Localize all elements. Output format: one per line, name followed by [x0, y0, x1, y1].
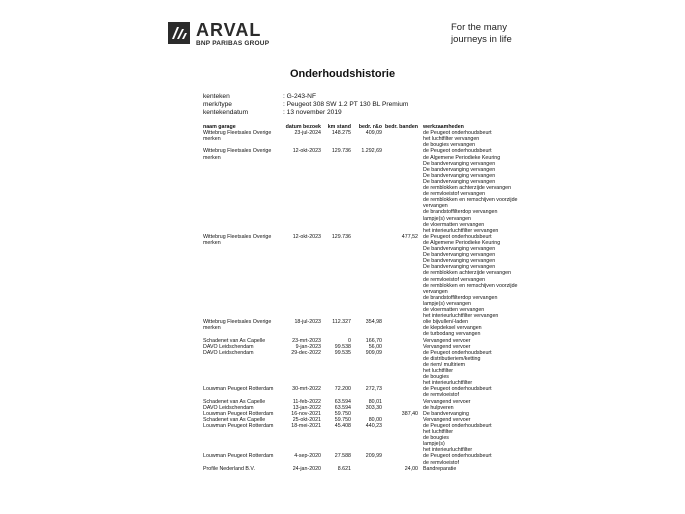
- table-row: [203, 130, 523, 148]
- work-item: De bandvervanging vervangen: [423, 258, 496, 265]
- cell-work: [423, 453, 527, 465]
- cell-date: 9-jan-2023: [295, 343, 321, 350]
- cell-garage: [203, 423, 278, 429]
- cell-date: 11-feb-2022: [292, 398, 321, 405]
- cell-cost-repair: 80,01: [368, 398, 382, 405]
- table-row: [203, 423, 523, 454]
- garage-line: Louwman Peugeot Rotterdam: [203, 410, 274, 417]
- cell-cost-repair: 1.292,69: [361, 148, 382, 155]
- cell-date: 12-okt-2023: [292, 148, 321, 155]
- registration-date-value: : 13 november 2019: [283, 108, 342, 116]
- work-item: de turbodang vervangen: [423, 331, 481, 338]
- cell-km: 112.327: [332, 319, 351, 326]
- garage-line: DAVO Leidschendam: [203, 343, 254, 350]
- work-item: olie bijvullen/-laden: [423, 319, 469, 326]
- cell-cost-repair: 166,70: [365, 337, 382, 344]
- cell-garage: [203, 130, 278, 142]
- garage-line: Wittebrug Fleetsales Overige: [203, 148, 272, 155]
- cell-km: 63.594: [334, 398, 351, 405]
- table-row: [203, 319, 523, 337]
- cell-cost-repair: 909,09: [365, 349, 382, 356]
- header-date: datum bezoek: [285, 124, 321, 130]
- cell-km: 59.750: [334, 410, 351, 417]
- work-item: de remblokken achterzijde vervangen: [423, 185, 512, 192]
- cell-km: 99.538: [334, 343, 351, 350]
- cell-date: 24-jan-2020: [292, 465, 321, 472]
- work-item: Vervangend vervoer: [423, 398, 471, 405]
- work-item: de Peugeot onderhoudsbeurt: [423, 130, 492, 137]
- cell-km: 129.736: [331, 233, 351, 240]
- work-item: de Algemene Periodieke Keuring: [423, 239, 501, 246]
- work-item: de riem/ multiriem: [423, 361, 466, 368]
- work-item: Vervangend vervoer: [423, 416, 471, 423]
- license-plate-label: kenteken: [203, 93, 230, 100]
- header-cost-repair: bedr. r&o: [358, 124, 382, 130]
- arval-logo: [168, 20, 308, 50]
- garage-line: merken: [203, 154, 221, 161]
- work-item: lampje(s) vervangen: [423, 215, 471, 222]
- work-item: de bougies: [423, 374, 449, 381]
- cell-cost-repair: 303,30: [365, 404, 382, 411]
- work-item: het luchtfilter: [423, 368, 454, 375]
- work-item: de Peugeot onderhoudsbeurt: [423, 453, 492, 460]
- cell-cost-repair: 354,98: [365, 319, 382, 326]
- cell-km: 99.535: [334, 349, 351, 356]
- registration-date-label: kentekendatum: [203, 108, 249, 116]
- work-item: De bandvervanging vervangen: [423, 246, 496, 253]
- work-item: De bandvervanging vervangen: [423, 252, 496, 259]
- cell-garage: [203, 453, 278, 459]
- make-model-label: merk/type: [203, 100, 232, 108]
- work-item: de Peugeot onderhoudsbeurt: [423, 386, 492, 393]
- cell-date: 30-mrt-2022: [292, 386, 321, 393]
- work-item: De bandvervanging: [423, 410, 469, 417]
- garage-line: Louwman Peugeot Rotterdam: [203, 422, 274, 429]
- cell-date: 4-sep-2020: [294, 453, 321, 460]
- cell-cost-tyres: 477,52: [401, 233, 418, 240]
- cell-garage: [203, 319, 278, 331]
- header-cost-tyres: bedr. banden: [385, 124, 418, 130]
- cell-cost-tyres: 387,40: [401, 410, 418, 417]
- work-item: de remblokken achterzijde vervangen: [423, 270, 512, 277]
- cell-date: 23-jul-2024: [294, 130, 321, 137]
- garage-line: DAVO Leidschendam: [203, 349, 254, 356]
- cell-date: 25-okt-2021: [292, 416, 321, 423]
- cell-garage: [203, 234, 278, 246]
- work-item: vervangen: [423, 288, 448, 295]
- cell-cost-tyres: 24,00: [404, 465, 418, 472]
- work-item: de remvloeistof: [423, 459, 459, 466]
- work-item: de Algemene Periodieke Keuring: [423, 154, 501, 161]
- cell-work: [423, 319, 527, 337]
- cell-km: 27.588: [334, 453, 351, 460]
- work-item: het interieurluchtfilter vervangen: [423, 227, 499, 234]
- work-item: de Peugeot onderhoudsbeurt: [423, 148, 492, 155]
- license-plate-value: : G-243-NF: [283, 93, 316, 100]
- brand-subtitle: BNP PARIBAS GROUP: [196, 40, 270, 47]
- table-row: [203, 386, 523, 398]
- cell-cost-repair: 56,00: [368, 343, 382, 350]
- table-row: [203, 466, 523, 472]
- garage-line: Wittebrug Fleetsales Overige: [203, 233, 272, 240]
- header-work: werkzaamheden: [423, 124, 464, 130]
- cell-date: 13-jan-2022: [292, 404, 321, 411]
- work-item: lampje(s) vervangen: [423, 300, 471, 307]
- cell-work: [423, 130, 527, 148]
- work-item: vervangen: [423, 203, 448, 210]
- cell-garage: [203, 386, 278, 392]
- table-row: [203, 453, 523, 465]
- garage-line: Louwman Peugeot Rotterdam: [203, 386, 274, 393]
- work-item: de remvloeistof vervangen: [423, 191, 486, 198]
- work-item: Vervangend vervoer: [423, 343, 471, 350]
- maintenance-table: [203, 124, 523, 472]
- cell-km: 45.408: [334, 422, 351, 429]
- garage-line: Wittebrug Fleetsales Overige: [203, 130, 272, 137]
- work-item: De bandvervanging vervangen: [423, 166, 496, 173]
- work-item: lampje(s): [423, 441, 445, 448]
- work-item: de vloermatten vervangen: [423, 307, 485, 313]
- work-item: de Peugeot onderhoudsbeurt: [423, 233, 492, 240]
- header-garage: naam garage: [203, 124, 236, 130]
- work-item: de remvloeistof: [423, 392, 459, 399]
- cell-km: 0: [348, 337, 351, 344]
- cell-date: 18-jul-2023: [294, 319, 321, 326]
- garage-line: Profile Nederland B.V.: [203, 465, 255, 472]
- tagline-line-2: journeys in life: [451, 34, 512, 45]
- cell-work: [423, 386, 527, 398]
- table-body: [203, 130, 523, 472]
- work-item: de hulpveren: [423, 404, 454, 411]
- cell-work: [423, 350, 527, 387]
- work-item: Vervangend vervoer: [423, 337, 471, 344]
- work-item: De bandvervanging vervangen: [423, 264, 496, 271]
- work-item: de bougies: [423, 435, 449, 442]
- make-model-value: : Peugeot 308 SW 1.2 PT 130 BL Premium: [283, 100, 409, 108]
- brand-name: ARVAL: [196, 20, 262, 40]
- tagline-line-1: For the many: [451, 22, 507, 33]
- work-item: het interieurluchtfilter: [423, 447, 473, 454]
- cell-date: 23-mrt-2023: [292, 337, 321, 344]
- garage-line: Wittebrug Fleetsales Overige: [203, 319, 272, 326]
- garage-line: Schadenet van As Capelle: [203, 416, 266, 423]
- cell-date: 29-dec-2022: [291, 349, 321, 356]
- garage-line: Schadenet van As Capelle: [203, 398, 266, 405]
- work-item: het interieurluchtfilter vervangen: [423, 313, 499, 320]
- table-row: [203, 148, 523, 233]
- work-item: het luchtfilter: [423, 429, 454, 435]
- cell-cost-repair: 80,00: [368, 416, 382, 423]
- header-km: km stand: [327, 124, 351, 130]
- work-item: De bandvervanging vervangen: [423, 178, 496, 185]
- work-item: de remblokken en remschijven voorzijde: [423, 197, 518, 204]
- work-item: de klepdeksel vervangen: [423, 325, 482, 332]
- garage-line: merken: [203, 239, 221, 246]
- work-item: Bandreparatie: [423, 465, 457, 472]
- cell-km: 72.200: [334, 386, 351, 393]
- garage-line: DAVO Leidschendam: [203, 404, 254, 411]
- work-item: de Peugeot onderhoudsbeurt: [423, 422, 492, 429]
- cell-cost-repair: 440,23: [365, 422, 382, 429]
- work-item: het luchtfilter vervangen: [423, 136, 480, 143]
- work-item: De bandvervanging vervangen: [423, 160, 496, 167]
- cell-cost-repair: 209,99: [365, 453, 382, 460]
- work-item: de bougies vervangen: [423, 142, 476, 149]
- work-item: De bandvervanging vervangen: [423, 172, 496, 179]
- cell-date: 18-mei-2021: [291, 422, 321, 429]
- cell-km: 8.621: [337, 465, 351, 472]
- work-item: het interieurluchtfilter: [423, 380, 473, 387]
- garage-line: Louwman Peugeot Rotterdam: [203, 453, 274, 460]
- garage-line: merken: [203, 136, 221, 143]
- cell-km: 63.594: [334, 404, 351, 411]
- work-item: de brandstoffilterdop vervangen: [423, 294, 498, 301]
- arval-logo-icon: [168, 22, 190, 44]
- cell-date: 12-okt-2023: [292, 233, 321, 240]
- garage-line: Schadenet van As Capelle: [203, 337, 266, 344]
- cell-km: 59.750: [334, 416, 351, 423]
- cell-work: [423, 423, 527, 453]
- cell-garage: [203, 148, 278, 160]
- work-item: de vloermatten vervangen: [423, 221, 485, 228]
- work-item: de brandstoffilterdop vervangen: [423, 209, 498, 216]
- cell-cost-repair: 409,09: [365, 130, 382, 137]
- table-row: [203, 350, 523, 387]
- garage-line: merken: [203, 325, 221, 332]
- cell-work: [423, 148, 527, 233]
- work-item: de remvloeistof vervangen: [423, 276, 486, 283]
- cell-km: 148.275: [331, 130, 351, 137]
- work-item: de remblokken en remschijven voorzijde: [423, 282, 518, 289]
- cell-work: [423, 234, 527, 319]
- cell-garage: [203, 350, 278, 356]
- cell-garage: [203, 466, 278, 472]
- tagline: [451, 22, 531, 46]
- cell-cost-repair: 272,73: [365, 386, 382, 393]
- work-item: de Peugeot onderhoudsbeurt: [423, 349, 492, 356]
- page-title: Onderhoudshistorie: [289, 68, 396, 80]
- cell-work: [423, 466, 527, 472]
- cell-km: 129.736: [331, 148, 351, 155]
- work-item: de distributieriem/ketting: [423, 355, 481, 362]
- cell-date: 16-nov-2021: [291, 410, 321, 417]
- table-row: [203, 234, 523, 319]
